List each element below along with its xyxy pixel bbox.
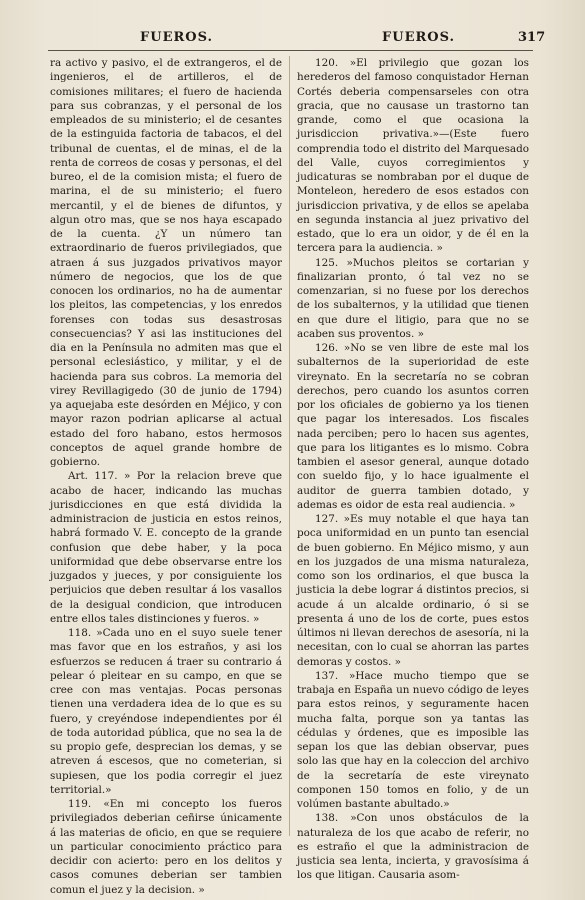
- page-number: 317: [518, 30, 546, 45]
- paragraph: Art. 117. » Por la relacion breve que acabo de hacer, indicando las muchas jurisdicciones en que está dividida la administracion de justicia en estos reinos, habrá formado V. E. concepto de la grande confusion que debe haber, y la poca uniformidad que debe observarse entre los juzgados y jueces, y por consiguiente los perjuicios que deben resultar á los vasallos de la desigual condicion, que introducen entre ellos tales distinciones y fueros. »: [50, 470, 282, 625]
- paragraph: 138. »Con unos obstáculos de la naturaleza de los que acabo de referir, no es estraño el que la administracion de justicia sea lenta, incierta, y gravosísima á los que litigan. Causaria asom-: [297, 812, 529, 882]
- paragraph: 120. »El privilegio que gozan los herederos del famoso conquistador Hernan Cortés deberia compensarseles con otra gracia, que no causase un trastorno tan grande, como el que ocasiona la jurisdiccion privativa.»—(Este fuero comprendia todo el distrito del Marquesado del Valle, cuyos corregimientos y judicaturas se nombraban por el duque de Monteleon, heredero de esos estados con jurisdiccion privativa, y de ellos se apelaba en segunda instancia al juez privativo del estado, que lo era un oidor, y de él en la tercera para la audiencia. »: [297, 57, 529, 255]
- paragraph: 137. »Hace mucho tiempo que se trabaja en España un nuevo código de leyes para estos reinos, y seguramente hacen mucha falta, porque son ya tantas las cédulas y órdenes, que es imposible las sepan los que las debian observar, pues solo las que hay en la coleccion del archivo de la secretaría de este vireynato componen 150 tomos en folio, y de un volúmen bastante abultado.»: [297, 669, 529, 810]
- paragraph: ra activo y pasivo, el de extrangeros, el de ingenieros, el de artilleros, el de comisiones militares; el fuero de hacienda para sus cobranzas, y el personal de los empleados de su ministerio; el de cesantes de la estinguida factoria de tabacos, el del tribunal de cuentas, el de minas, el de la renta de correos de cosas y personas, el del bureo, el de la comision mista; el fuero de marina, el de su ministerio; el fuero mercantil, y el de bienes de difuntos, y algun otro mas, que se nos haya escapado de la cuenta. ¿Y un número tan extraordinario de fueros privilegiados, que atraen á sus juzgados privativos mayor número de negocios, que los de que conocen los ordinarios, no ha de aumentar los pleitos, las competencias, y los enredos forenses con todas sus desastrosas consecuencias? Y asi las instituciones del dia en la Península no admiten mas que el personal eclesiástico, y militar, y el de hacienda para sus cobros. La memoria del virey Revillagigedo (30 de junio de 1794) ya aquejaba este desórden en Méjico, y con mayor razon podrian aplicarse al actual estado del foro habano, estos hermosos conceptos de aquel grande hombre de gobierno.: [50, 57, 282, 468]
- left-running-head: FUEROS.: [140, 30, 214, 45]
- paragraph: 125. »Muchos pleitos se cortarian y finalizarian pronto, ó tal vez no se comenzarian, si no fuese por los derechos de los subalternos, y la utilidad que tienen en que dure el litigio, para que no se acaben sus proventos. »: [297, 256, 529, 340]
- paragraph: 119. «En mi concepto los fueros privilegiados deberian ceñirse únicamente á las materias de oficio, en que se requiere un particular conocimiento práctico para decidir con acierto: pero en los delitos y casos comunes deberian ser tambien comun el juez y la decision. »: [50, 798, 282, 896]
- paragraph: 118. »Cada uno en el suyo suele tener mas favor que en los estraños, y asi los esfuerzos se reducen á traer su contrario á pelear ó pleitear en su campo, en que se cree con mas ventajas. Pocas personas tienen una verdadera idea de lo que es su fuero, y creyéndose independientes por él de toda autoridad pública, que no sea la de su propio gefe, desprecian los demas, y se atreven á escesos, que no cometerian, si supiesen, que los podia corregir el juez territorial.»: [50, 627, 282, 796]
- paragraph: 127. »Es muy notable el que haya tan poca uniformidad en un punto tan esencial de buen gobierno. En Méjico mismo, y aun en los juzgados de una misma naturaleza, como son los ordinarios, el que busca la justicia la debe lograr á distintos precios, si acude á un alcalde ordinario, ó si se presenta á uno de los de corte, pues estos últimos ni llevan derechos de asesoría, ni la necesitan, con lo cual se ahorran las partes demoras y costos. »: [297, 513, 529, 668]
- header-rule: [48, 50, 533, 51]
- column-divider: [289, 56, 290, 836]
- right-running-head: FUEROS.: [382, 30, 456, 45]
- left-column: [50, 56, 282, 897]
- paragraph: 126. »No se ven libre de este mal los subalternos de la superioridad de este vireynato. En la secretaría no se cobran derechos, pero cuando los asuntos corren por los oficiales de gobierno ya los tienen que pagar los interesados. Los fiscales nada perciben; pero lo hacen sus agentes, que para los litigantes es lo mismo. Cobra tambien el asesor general, aunque dotado con sueldo fijo, y lo hace igualmente el auditor de guerra tambien dotado, y ademas es oidor de esta real audiencia. »: [297, 342, 529, 511]
- right-column: [297, 56, 529, 883]
